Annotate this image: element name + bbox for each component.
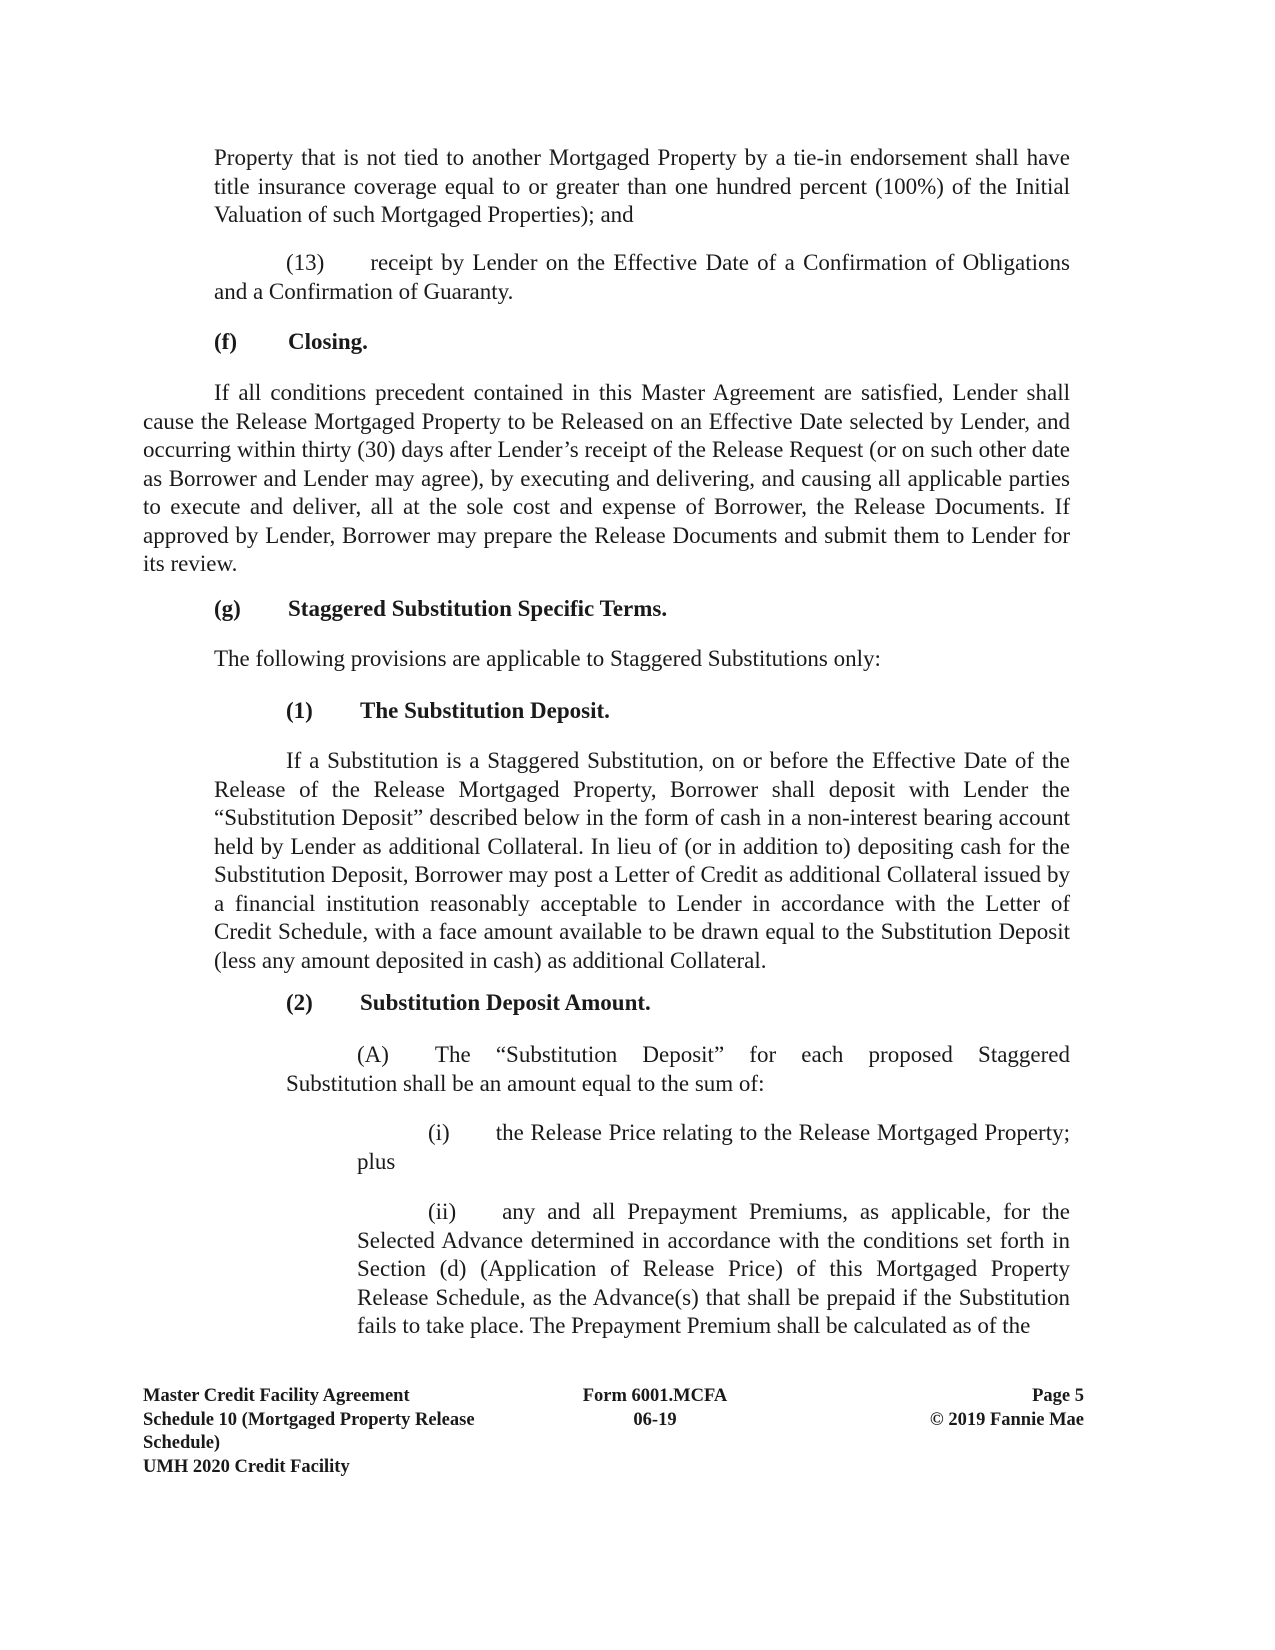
footer-copyright: © 2019 Fannie Mae	[929, 1409, 1084, 1430]
heading-deposit-amount	[286, 989, 651, 1017]
heading-deposit-number: (1)	[286, 698, 313, 723]
paragraph-provisions-intro: The following provisions are applicable to Staggered Substitutions only:	[214, 646, 881, 671]
paragraph-closing: If all conditions precedent contained in this Master Agreement are satisfied, Lender shall cause the Release Mortgaged Property to be Released on an Effective Date selected by Lender, and occurring within thirty (30) days after Lender’s receipt of the Release Request (or on such other date as Borrower and Lender may agree), by executing and delivering, and causing all applicable parties to execute and deliver, all at the sole cost and expense of Borrower, the Release Documents. If approved by Lender, Borrower may prepare the Release Documents and submit them to Lender for its review.	[143, 380, 1070, 576]
heading-closing	[214, 328, 368, 356]
footer-left	[143, 1385, 475, 1479]
footer-center	[570, 1385, 740, 1432]
heading-deposit-title: The Substitution Deposit.	[360, 698, 610, 723]
footer-facility-name: UMH 2020 Credit Facility	[143, 1456, 350, 1477]
heading-staggered-substitution	[214, 595, 667, 623]
footer-form-date: 06-19	[633, 1409, 677, 1430]
heading-closing-title: Closing.	[288, 329, 368, 354]
heading-amount-number: (2)	[286, 990, 313, 1015]
heading-substitution-deposit	[286, 697, 610, 725]
footer-form-number: Form 6001.MCFA	[582, 1386, 728, 1406]
paragraph-item-A: (A) The “Substitution Deposit” for each proposed Staggered Substitution shall be an amount equal to the sum of:	[286, 1042, 1070, 1096]
heading-staggered-title: Staggered Substitution Specific Terms.	[288, 596, 668, 621]
heading-amount-title: Substitution Deposit Amount.	[360, 990, 651, 1015]
paragraph-item-i: (i) the Release Price relating to the Release Mortgaged Property; plus	[357, 1120, 1070, 1174]
paragraph-item-13: (13) receipt by Lender on the Effective Date of a Confirmation of Obligations and a Confirmation of Guaranty.	[214, 250, 1070, 304]
paragraph-item-ii: (ii) any and all Prepayment Premiums, as applicable, for the Selected Advance determined in accordance with the conditions set forth in Section (d) (Application of Release Price) of this Mortgaged Property Release Schedule, as the Advance(s) that shall be prepaid if the Substitution fails to take place. The Prepayment Premium shall be calculated as of the	[357, 1199, 1070, 1338]
paragraph-title-insurance: Property that is not tied to another Mortgaged Property by a tie-in endorsement shall have title insurance coverage equal to or greater than one hundred percent (100%) of the Initial Valuation of such Mortgaged Properties); and	[214, 145, 1070, 227]
footer-schedule-line-cont: Schedule)	[143, 1433, 221, 1453]
footer-page-number: Page 5	[1032, 1386, 1084, 1406]
footer-agreement-title: Master Credit Facility Agreement	[143, 1386, 410, 1406]
paragraph-substitution-deposit: If a Substitution is a Staggered Substitution, on or before the Effective Date of the Release of the Release Mortgaged Property, Borrower shall deposit with Lender the “Substitution Deposit” described below in the form of cash in a non-interest bearing account held by Lender as additional Collateral. In lieu of (or in addition to) depositing cash for the Substitution Deposit, Borrower may post a Letter of Credit as additional Collateral issued by a financial institution reasonably acceptable to Lender in accordance with the Letter of Credit Schedule, with a face amount available to be drawn equal to the Substitution Deposit (less any amount deposited in cash) as additional Collateral.	[214, 748, 1070, 973]
heading-staggered-number: (g)	[214, 596, 241, 621]
footer-right	[880, 1385, 1084, 1432]
footer-schedule-line: Schedule 10 (Mortgaged Property Release	[143, 1409, 475, 1430]
heading-closing-number: (f)	[214, 329, 237, 354]
